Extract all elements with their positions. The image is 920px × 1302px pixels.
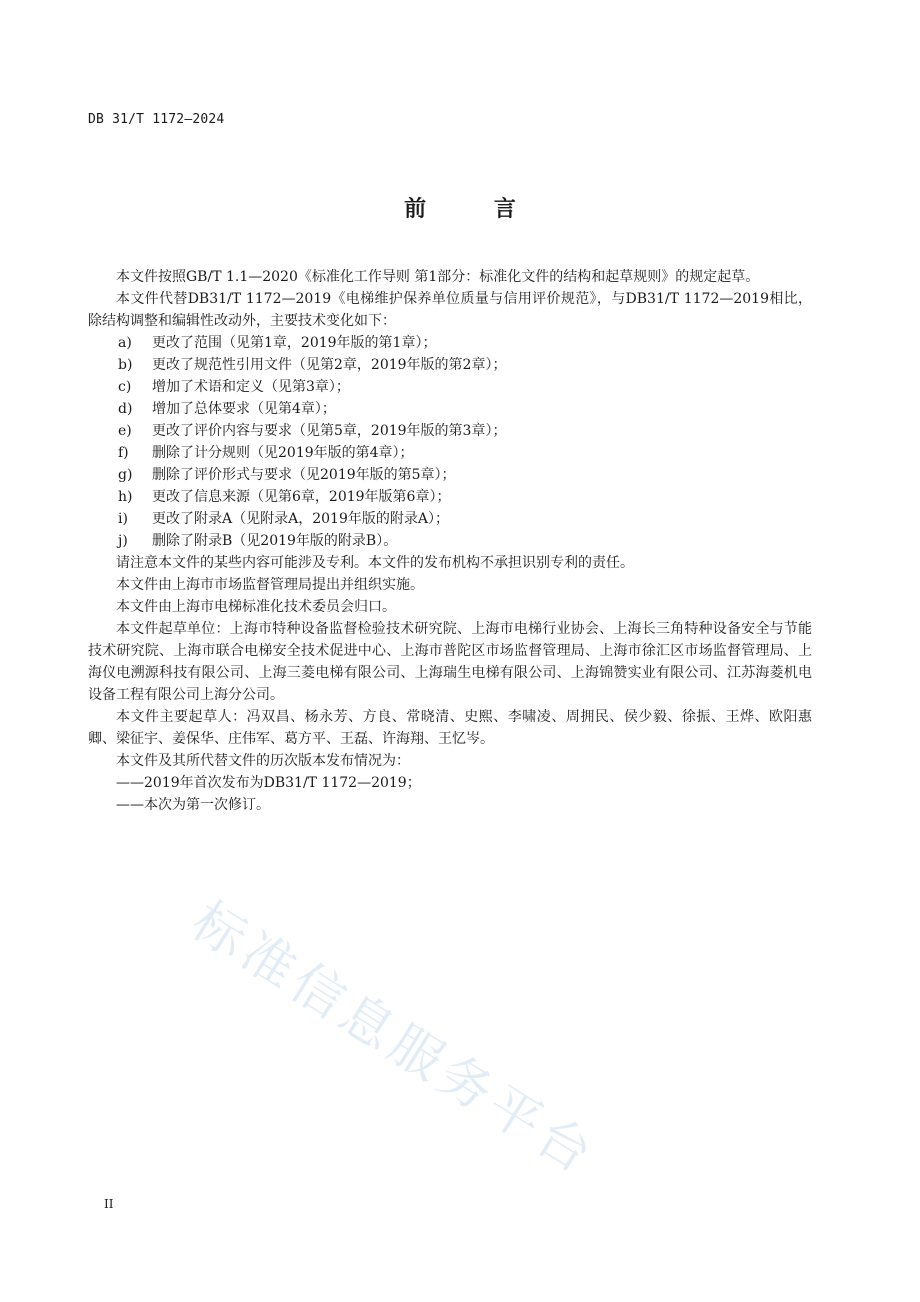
history-item: ——2019年首次发布为DB31/T 1172—2019； xyxy=(116,775,421,791)
list-item xyxy=(88,354,812,376)
paragraph-proposer: 本文件由上海市市场监督管理局提出并组织实施。 xyxy=(116,577,424,593)
list-mark: h) xyxy=(118,489,133,505)
list-item xyxy=(88,398,812,420)
foreword-body xyxy=(88,266,812,816)
list-text: 删除了计分规则（见2019年版的第4章）； xyxy=(152,445,414,461)
list-item xyxy=(88,442,812,464)
paragraph-drafters: 本文件主要起草人：冯双昌、杨永芳、方良、常晓清、史熙、李啸凌、周拥民、侯少毅、徐振、王烨、欧阳惠卿、梁征宇、姜保华、庄伟军、葛方平、王磊、许海翔、王忆岑。 xyxy=(88,709,812,747)
list-text: 更改了评价内容与要求（见第5章，2019年版的第3章）； xyxy=(152,423,507,439)
document-code: DB 31/T 1172—2024 xyxy=(88,112,225,127)
list-mark: e) xyxy=(118,423,132,439)
paragraph-drafting-units: 本文件起草单位：上海市特种设备监督检验技术研究院、上海市电梯行业协会、上海长三角特种设备安全与节能技术研究院、上海市联合电梯安全技术促进中心、上海市普陀区市场监督管理局、上海市徐汇区市场监督管理局、上海仪电溯源科技有限公司、上海三菱电梯有限公司、上海瑞生电梯有限公司、上海锦赞实业有限公司、江苏海菱机电设备工程有限公司上海分公司。 xyxy=(88,621,812,703)
list-mark: j) xyxy=(118,533,128,549)
paragraph-history: 本文件及其所代替文件的历次版本发布情况为： xyxy=(116,753,410,769)
page-number: II xyxy=(104,1197,114,1211)
list-text: 更改了范围（见第1章，2019年版的第1章）； xyxy=(152,335,437,351)
list-item xyxy=(88,530,812,552)
watermark-text: 标准信息服务平台 xyxy=(181,891,607,1188)
list-mark: d) xyxy=(118,401,133,417)
paragraph-replacement: 本文件代替DB31/T 1172—2019《电梯维护保养单位质量与信用评价规范》，与DB31/T 1172—2019相比，除结构调整和编辑性改动外，主要技术变化如下： xyxy=(88,291,812,329)
list-item xyxy=(88,420,812,442)
list-text: 增加了术语和定义（见第3章）； xyxy=(152,379,350,395)
page-title: 前 言 xyxy=(404,197,546,222)
list-mark: a) xyxy=(118,335,132,351)
list-item xyxy=(88,332,812,354)
list-text: 更改了信息来源（见第6章，2019年版第6章）； xyxy=(152,489,451,505)
list-mark: g) xyxy=(118,467,133,483)
list-text: 增加了总体要求（见第4章）； xyxy=(152,401,336,417)
paragraph-committee: 本文件由上海市电梯标准化技术委员会归口。 xyxy=(116,599,396,615)
list-mark: f) xyxy=(118,445,129,461)
list-mark: c) xyxy=(118,379,132,395)
list-text: 删除了附录B（见2019年版的附录B）。 xyxy=(152,533,398,549)
paragraph-patent-notice: 请注意本文件的某些内容可能涉及专利。本文件的发布机构不承担识别专利的责任。 xyxy=(116,555,634,571)
list-text: 删除了评价形式与要求（见2019年版的第5章）； xyxy=(152,467,456,483)
paragraph-drafting-basis: 本文件按照GB/T 1.1—2020《标准化工作导则 第1部分：标准化文件的结构和起草规则》的规定起草。 xyxy=(116,269,760,285)
list-mark: i) xyxy=(118,511,128,527)
list-item xyxy=(88,508,812,530)
history-item: ——本次为第一次修订。 xyxy=(116,797,270,813)
list-item xyxy=(88,464,812,486)
list-text: 更改了附录A（见附录A，2019年版的附录A）； xyxy=(152,511,449,527)
list-mark: b) xyxy=(118,357,133,373)
list-item xyxy=(88,486,812,508)
list-text: 更改了规范性引用文件（见第2章，2019年版的第2章）； xyxy=(152,357,507,373)
list-item xyxy=(88,376,812,398)
